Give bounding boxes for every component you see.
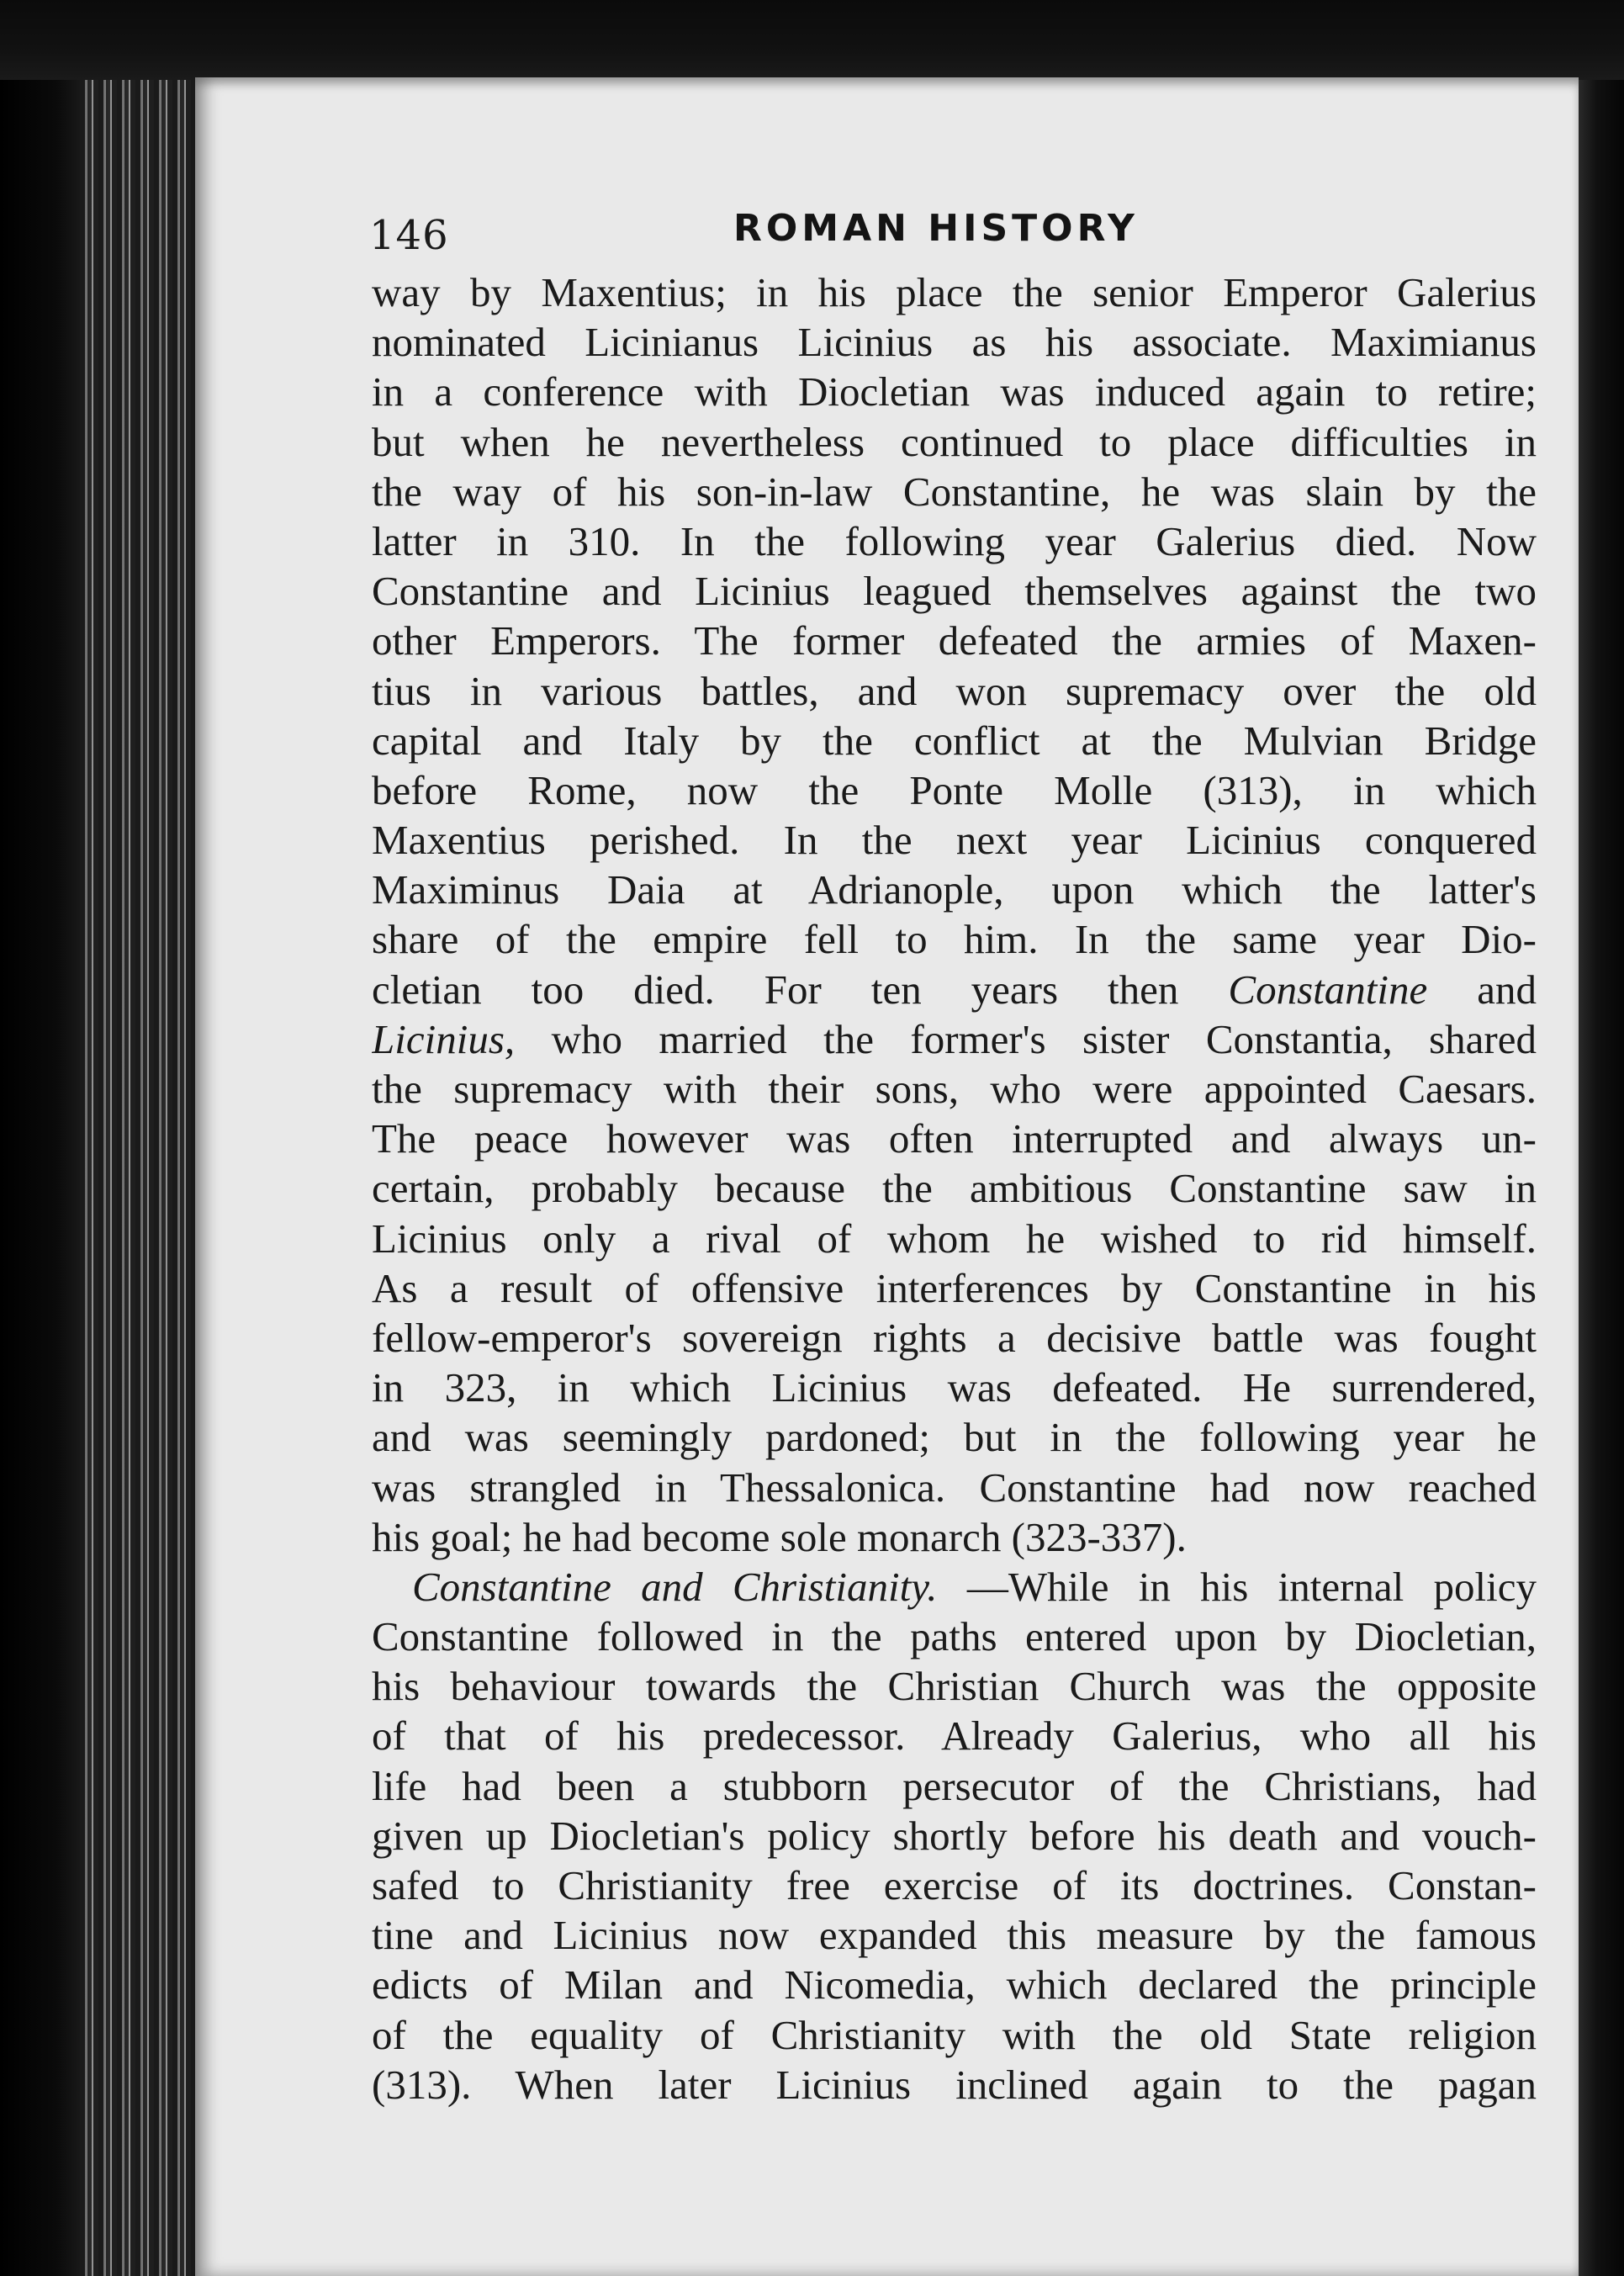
- text-segment: who married the former's sister Constantia, shared: [551, 1015, 1537, 1062]
- text-segment: —While in his internal policy: [966, 1563, 1537, 1610]
- text-line-mixed: [372, 1014, 1537, 1064]
- text-line: Maximinus Daia at Adrianople, upon which the latter's: [372, 866, 1537, 913]
- page-stack-edges: [80, 80, 198, 2276]
- book-page: [195, 77, 1579, 2276]
- text-line: certain, probably because the ambitious Constantine saw in: [372, 1165, 1537, 1212]
- text-line: in a conference with Diocletian was induced again to retire;: [372, 368, 1537, 416]
- text-line: was strangled in Thessalonica. Constantine had now reached: [372, 1464, 1537, 1511]
- text-line: share of the empire fell to him. In the same year Dio-: [372, 916, 1537, 963]
- text-line: his behaviour towards the Christian Church was the opposite: [372, 1663, 1537, 1710]
- text-segment: and: [1477, 966, 1537, 1013]
- text-line: The peace however was often interrupted and always un-: [372, 1115, 1537, 1162]
- text-line-mixed: [372, 965, 1537, 1014]
- text-line: As a result of offensive interferences by Constantine in his: [372, 1264, 1537, 1311]
- italic-name: Constantine: [1228, 966, 1428, 1013]
- body-text: [372, 267, 1537, 2109]
- text-line: and was seemingly pardoned; but in the following year he: [372, 1414, 1537, 1461]
- text-line: way by Maxentius; in his place the senior Emperor Galerius: [372, 269, 1537, 315]
- text-line: the supremacy with their sons, who were appointed Caesars.: [372, 1066, 1537, 1112]
- text-line: nominated Licinianus Licinius as his associate. Maximianus: [372, 319, 1537, 366]
- page-header: [195, 204, 1579, 271]
- text-line: given up Diocletian's policy shortly before his death and vouch-: [372, 1812, 1537, 1859]
- text-line: edicts of Milan and Nicomedia, which declared the principle: [372, 1961, 1537, 2009]
- text-line: before Rome, now the Ponte Molle (313), in which: [372, 766, 1537, 813]
- text-line: but when he nevertheless continued to place difficulties in: [372, 418, 1537, 465]
- text-line: other Emperors. The former defeated the armies of Maxen-: [372, 617, 1537, 664]
- page-number: 146: [369, 212, 449, 259]
- text-line: of that of his predecessor. Already Galerius, who all his: [372, 1712, 1537, 1760]
- text-line: life had been a stubborn persecutor of the Christians, had: [372, 1762, 1537, 1809]
- text-line: Licinius only a rival of whom he wished to rid himself.: [372, 1215, 1537, 1262]
- text-line: safed to Christianity free exercise of its doctrines. Constan-: [372, 1862, 1537, 1908]
- section-heading-line: [372, 1562, 1537, 1612]
- section-heading: Constantine and Christianity.: [412, 1563, 938, 1610]
- text-segment: cletian too died. For ten years then: [372, 966, 1179, 1013]
- italic-name: Licinius,: [372, 1015, 516, 1062]
- binding-shadow: [0, 80, 80, 2276]
- text-line: fellow-emperor's sovereign rights a decisive battle was fought: [372, 1314, 1537, 1361]
- text-line: latter in 310. In the following year Galerius died. Now: [372, 517, 1537, 564]
- text-line: Constantine followed in the paths entered upon by Diocletian,: [372, 1613, 1537, 1660]
- text-line: Constantine and Licinius leagued themselves against the two: [372, 568, 1537, 615]
- text-line: tine and Licinius now expanded this measure by the famous: [372, 1912, 1537, 1959]
- text-line: capital and Italy by the conflict at the Mulvian Bridge: [372, 717, 1537, 764]
- right-margin: [1578, 80, 1624, 2276]
- text-line: of the equality of Christianity with the old State religion: [372, 2011, 1537, 2058]
- running-head: ROMAN HISTORY: [733, 207, 1139, 250]
- text-line: his goal; he had become sole monarch (323-337).: [372, 1513, 1187, 1560]
- text-line: the way of his son-in-law Constantine, he was slain by the: [372, 468, 1537, 515]
- text-line: (313). When later Licinius inclined again to the pagan: [372, 2061, 1537, 2108]
- text-line: in 323, in which Licinius was defeated. He surrendered,: [372, 1364, 1537, 1411]
- text-line: tius in various battles, and won supremacy over the old: [372, 667, 1537, 714]
- text-line: Maxentius perished. In the next year Licinius conquered: [372, 817, 1537, 864]
- scan-top-edge: [0, 0, 1624, 80]
